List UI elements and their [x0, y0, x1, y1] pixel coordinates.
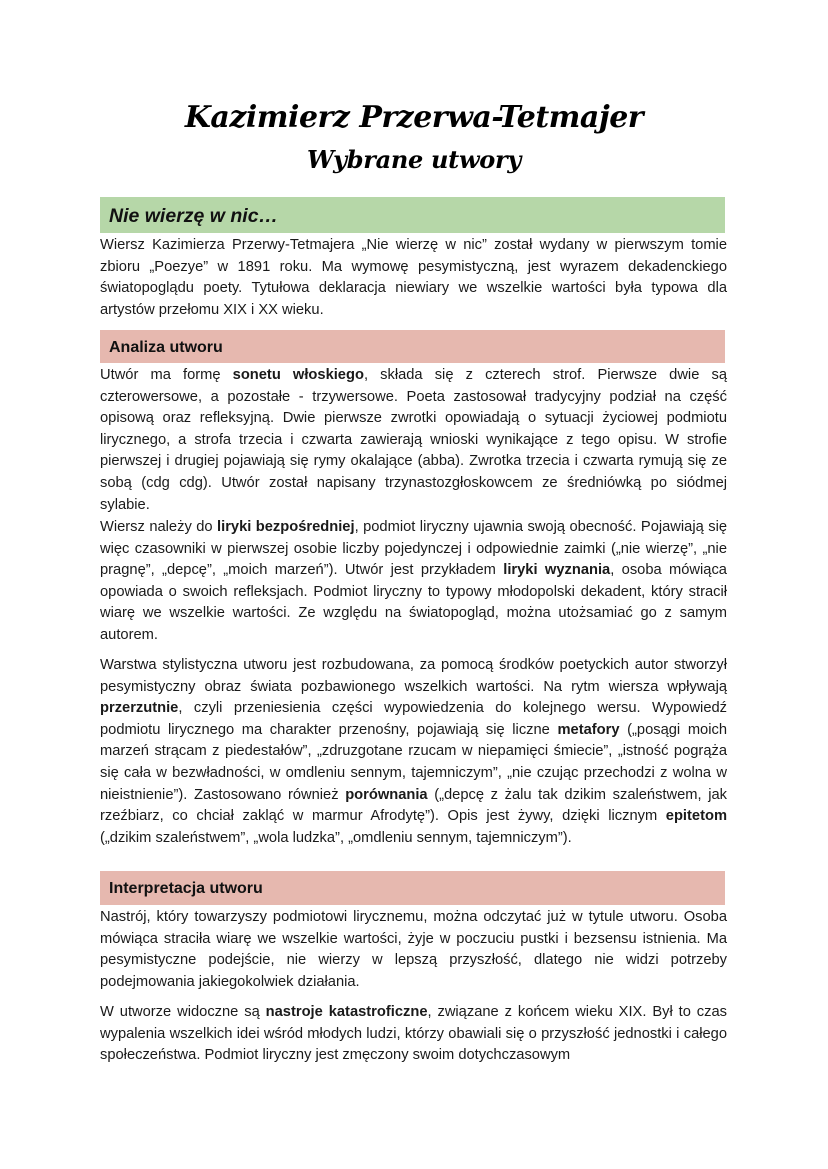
analysis-paragraph-lyric-type: Wiersz należy do liryki bezpośredniej, podmiot liryczny ujawnia swoją obecność. Pojawiają się więc czasowniki w pierwszej osobie liczby pojedynczej i odpowiednie zaimki („nie wierzę”, „nie pragnę”, „depcę”, „moich marzeń”). Utwór jest przykładem liryki wyznania, osoba mówiąca opowiada o swoich refleksjach. Podmiot liryczny to typowy młodopolski dekadent, który stracił wiarę we wszelkie wartości. Ze względu na światopogląd, można utożsamiać go z samym autorem. [100, 519, 727, 643]
interpretation-paragraph-catastrophism: W utworze widoczne są nastroje katastroficzne, związane z końcem wieku XIX. Był to czas wypalenia wszelkich idei wśród młodych ludzi, którzy obawiali się o przyszłość jednostki i całego społeczeństwa. Podmiot liryczny jest zmęczony swoim dotychczasowym [100, 1004, 727, 1064]
document-title: Kazimierz Przerwa-Tetmajer [184, 100, 644, 135]
bold-term: epitetom [665, 808, 727, 825]
bold-term: przerzutnie [100, 700, 179, 717]
bold-term: nastroje katastroficzne [265, 1004, 428, 1020]
interpretation-paragraph-mood: Nastrój, który towarzyszy podmiotowi lirycznemu, można odczytać już w tytule utworu. Osoba mówiąca straciła wiarę we wszelkie wartości, żyje w poczuciu pustki i bezsensu istnienia. Ma pesymistyczne podejście, nie wierzy w lepszą przyszłość, dlatego nie widzi potrzeby podejmowania jakiegokolwiek działania. [100, 909, 727, 990]
bold-term: metafory [557, 721, 620, 738]
bold-term: porównania [345, 786, 428, 803]
analysis-paragraph-form: Utwór ma formę sonetu włoskiego, składa się z czterech strof. Pierwsze dwie są czterowersowe, a pozostałe - trzywersowe. Poeta zastosował tradycyjny podział na część opisową oraz refleksyjną. Dwie pierwsze zwrotki opowiadają o sytuacji życiowej podmiotu lirycznego, a strofa trzecia i czwarta zawierają wnioski wynikające z tego opisu. W strofie pierwszej i drugiej pojawiają się rymy okalające (abba). Zwrotka trzecia i czwarta rymują się ze sobą (cdg cdg). Utwór został napisany trzynastozgłoskowcem ze średniówką po siódmej sylabie. [100, 367, 727, 513]
document-subtitle: Wybrane utwory [306, 145, 521, 174]
section-heading-interpretation: Interpretacja utworu [100, 871, 725, 905]
bold-term: sonetu włoskiego [232, 367, 364, 383]
bold-term: liryki wyznania [503, 562, 611, 579]
section-heading-analysis: Analiza utworu [100, 330, 725, 363]
bold-term: liryki bezpośredniej [217, 519, 355, 535]
poem-intro-paragraph: Wiersz Kazimierza Przerwy-Tetmajera „Nie wierzę w nic” został wydany w pierwszym tomie zbioru „Poezye” w 1891 roku. Ma wymowę pesymistyczną, jest wyrazem dekadenckiego światopoglądu poety. Tytułowa deklaracja niewiary we wszelkie wartości była typowa dla artystów przełomu XIX i XX wieku. [100, 237, 727, 318]
analysis-paragraph-style: Warstwa stylistyczna utworu jest rozbudowana, za pomocą środków poetyckich autor stworzył pesymistyczny obraz świata pozbawionego wszelkich wartości. Na rytm wiersza wpływają przerzutnie, czyli przeniesienia części wypowiedzenia do kolejnego wersu. Wypowiedź podmiotu lirycznego ma charakter przenośny, pojawiają się liczne metafory („posągi moich marzeń strącam z piedestałów”, „zdruzgotane rzucam w niepamięci śmiecie”, „istność pogrąża się cała w bezwładności, w omdleniu sennym, tajemniczym”, „nie czując przechodzi z wolna w nieistnienie”). Zastosowano również porównania („depcę z żalu tak dzikim szaleństwem, jak rzeźbiarz, co chciał zakląć w marmur Afrodytę”). Opis jest żywy, dzięki licznym epitetom („dzikim szaleństwem”, „wola ludzka”, „omdleniu sennym, tajemniczym”). [100, 657, 728, 846]
section-heading-poem: Nie wierzę w nic… [100, 197, 725, 233]
